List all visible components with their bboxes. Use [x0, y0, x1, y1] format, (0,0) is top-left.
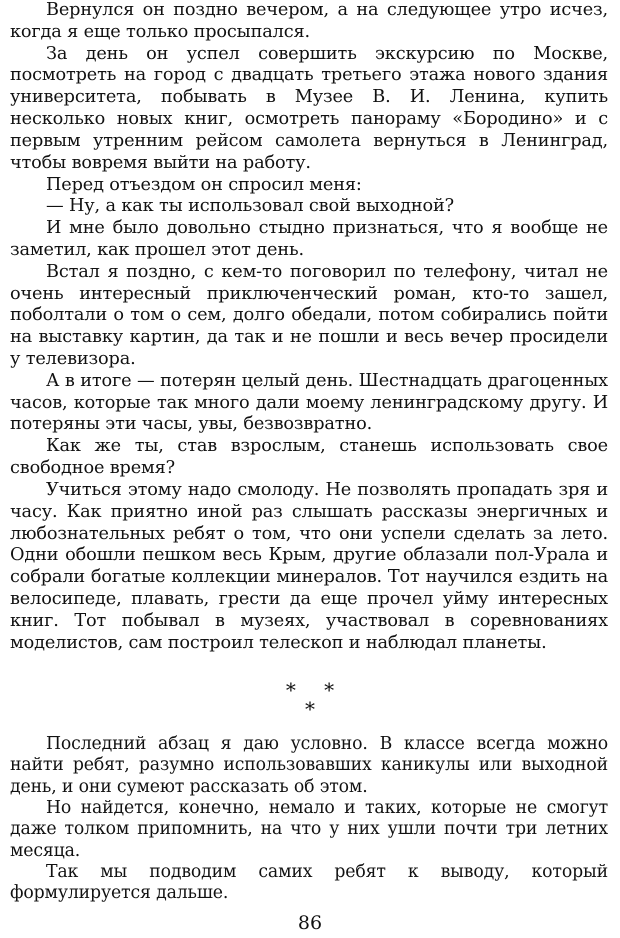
paragraph: — Ну, а как ты использовал свой выходной?: [46, 196, 455, 217]
paragraph: За день он успел совершить экскурсию по Москве, посмотреть на город с двадцать третьего этажа нового здания университета, побывать в Музее В. И. Ленина, купить несколько новых книг, осмотреть панораму «Бородино» и с первым утренним рейсом самолета вернуться в Ленинград, чтобы вовремя выйти на работу.: [10, 43, 608, 173]
section-divider-stars-bottom: *: [305, 697, 315, 721]
paragraph: Как же ты, став взрослым, станешь использовать свое свободное время?: [10, 436, 608, 479]
paragraph: Перед отъездом он спросил меня:: [46, 174, 362, 195]
paragraph: Последний абзац я даю условно. В классе всегда можно найти ребят, разумно использовавших каникулы или выходной день, и они сумеют рассказать об этом.: [10, 734, 608, 797]
paragraph: Но найдется, конечно, немало и таких, которые не смогут даже толком припомнить, на что у них ушли почти три летних месяца.: [10, 798, 608, 861]
paragraph: Вернулся он поздно вечером, а на следующее утро исчез, когда я еще только просыпался.: [10, 0, 608, 42]
paragraph: И мне было довольно стыдно признаться, что я вообще не заметил, как прошел этот день.: [10, 218, 608, 260]
paragraph: Учиться этому надо смолоду. Не позволять пропадать зря и часу. Как приятно иной раз слышать рассказы энергичных и любознательных ребят о том, что они успели сделать за лето. Одни обошли пешком весь Крым, другие облазали пол-Урала и собрали богатые коллекции минералов. Тот научился ездить на велосипеде, плавать, грести да еще прочел уйму интересных книг. Тот побывал в музеях, участвовал в соревнованиях моделистов, сам построил телескоп и наблюдал планеты.: [10, 479, 608, 653]
section-divider-stars-top: * *: [285, 678, 335, 702]
tail-text-block: [10, 734, 608, 905]
main-text-block: [10, 0, 608, 654]
paragraph: Встал я поздно, с кем-то поговорил по телефону, читал не очень интересный приключенческий роман, кто-то зашел, поболтали о том о сем, долго обедали, потом собирались пойти на выставку картин, да так и не пошли и весь вечер просидели у телевизора.: [10, 261, 608, 369]
page-number: 86: [297, 912, 323, 934]
paragraph: Так мы подводим самих ребят к выводу, который формулируется дальше.: [10, 862, 608, 904]
paragraph: А в итоге — потерян целый день. Шестнадцать драгоценных часов, которые так много дали моему ленинградскому другу. И потеряны эти часы, увы, безвозвратно.: [10, 370, 608, 435]
